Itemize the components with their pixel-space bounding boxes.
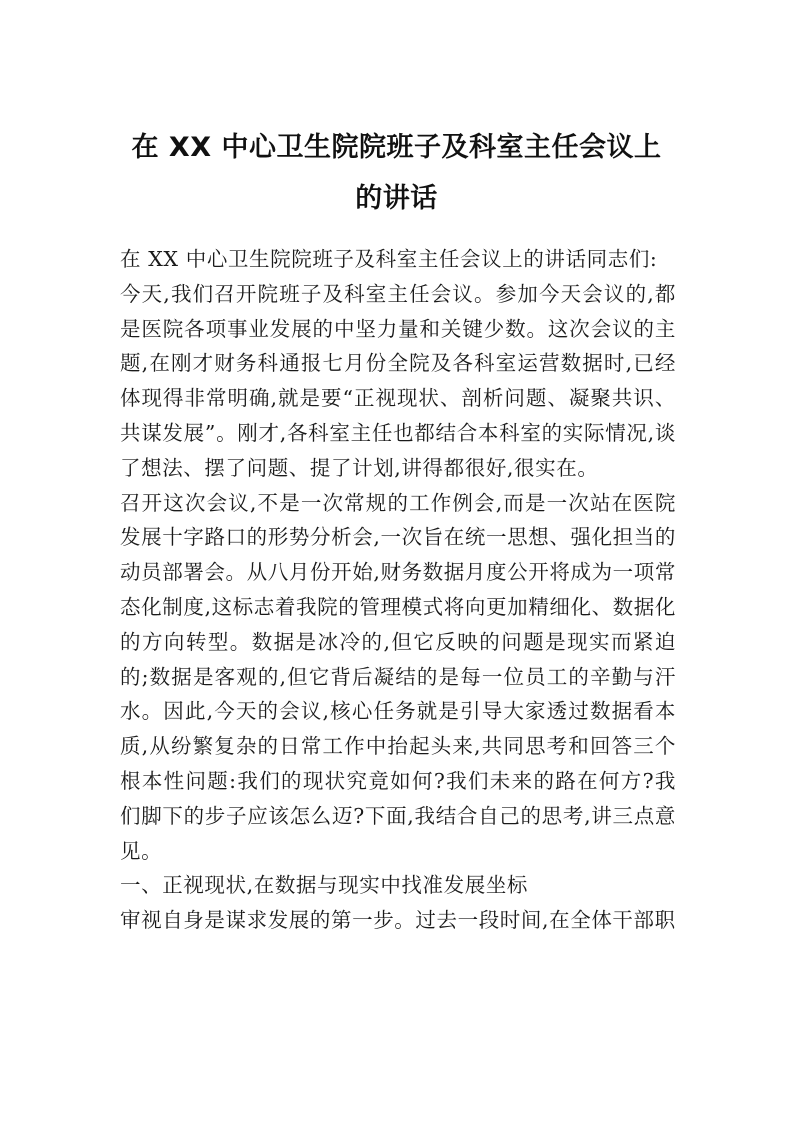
body-paragraph: 审视自身是谋求发展的第一步。过去一段时间,在全体干部职	[120, 908, 676, 933]
document-title	[110, 122, 683, 224]
body-paragraph: 今天,我们召开院班子及科室主任会议。参加今天会议的,都是医院各项事业发展的中坚力量和关键少数。这次会议的主题,在刚才财务科通报七月份全院及各科室运营数据时,已经体现得非常明确,就是要“正视现状、剖析问题、凝聚共识、共谋发展”。刚才,各科室主任也都结合本科室的实际情况,谈了想法、摆了问题、提了计划,讲得都很好,很实在。	[120, 281, 676, 480]
section-heading: 一、正视现状,在数据与现实中找准发展坐标	[120, 873, 529, 898]
title-line-1: 在 XX 中心卫生院院班子及科室主任会议上	[131, 132, 662, 163]
title-line-2: 的讲话	[355, 183, 438, 214]
document-body	[120, 242, 676, 938]
salutation-paragraph: 在 XX 中心卫生院院班子及科室主任会议上的讲话同志们:	[120, 247, 658, 271]
body-paragraph: 召开这次会议,不是一次常规的工作例会,而是一次站在医院发展十字路口的形势分析会,一次旨在统一思想、强化担当的动员部署会。从八月份开始,财务数据月度公开将成为一项常态化制度,这标志着我院的管理模式将向更加精细化、数据化的方向转型。数据是冰冷的,但它反映的问题是现实而紧迫的;数据是客观的,但它背后凝结的是每一位员工的辛勤与汗水。因此,今天的会议,核心任务就是引导大家透过数据看本质,从纷繁复杂的日常工作中抬起头来,共同思考和回答三个根本性问题:我们的现状究竟如何?我们未来的路在何方?我们脚下的步子应该怎么迈?下面,我结合自己的思考,讲三点意见。	[120, 490, 676, 863]
